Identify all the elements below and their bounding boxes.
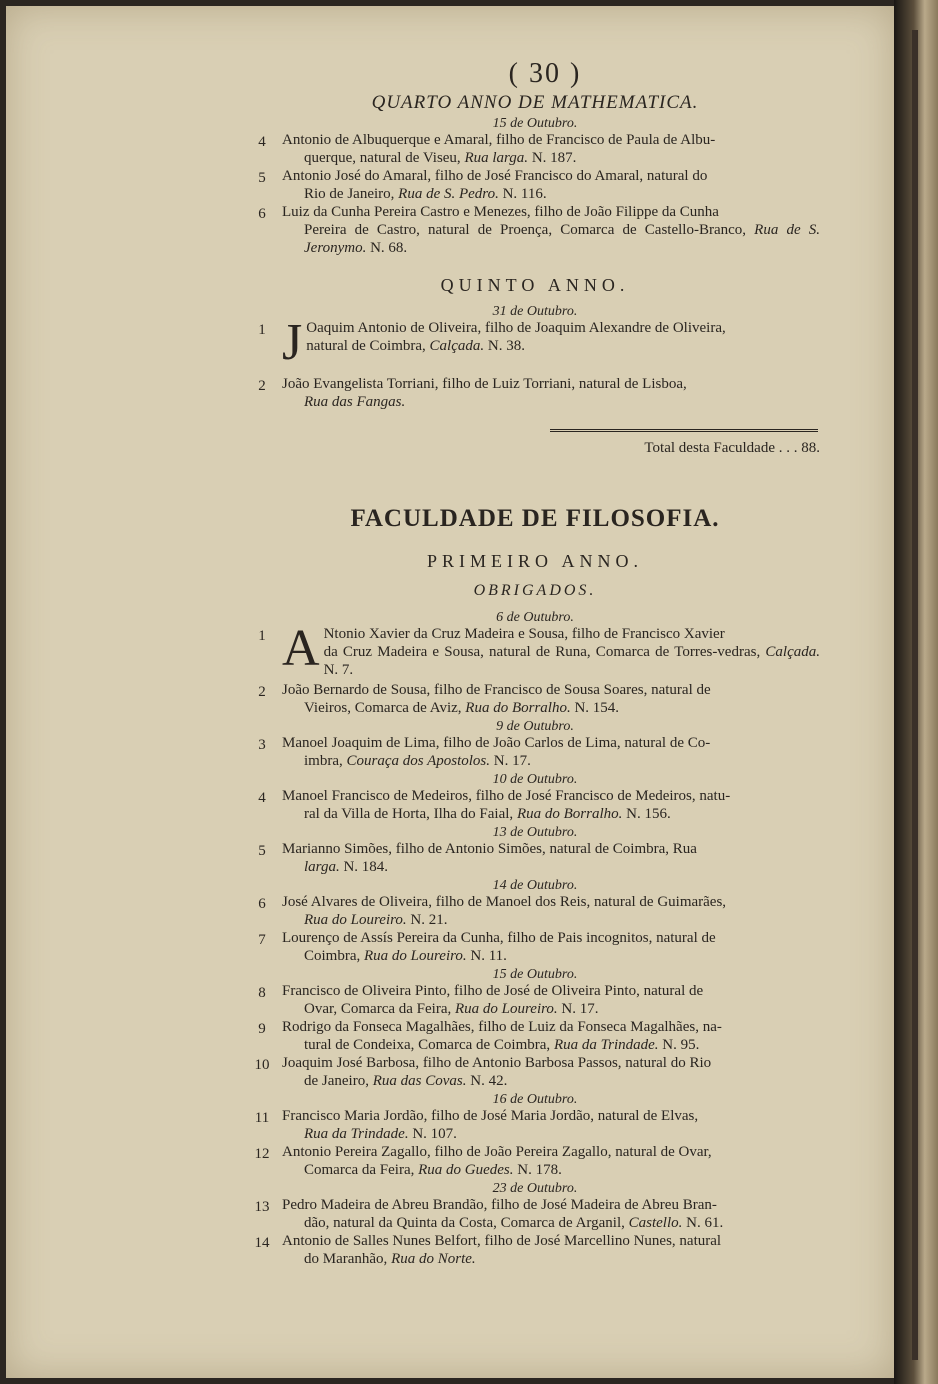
section-heading-quinto-anno: QUINTO ANNO. (440, 275, 630, 295)
entry-number: 1 (258, 628, 266, 644)
page-content (250, 58, 820, 1268)
entry-number: 5 (258, 843, 266, 859)
list-item (250, 1107, 820, 1143)
book-binding-shadow (912, 30, 918, 1360)
entry-street: Rua do Norte. (391, 1251, 476, 1267)
entry-continuation (282, 947, 820, 965)
entry-house-number: N. 156. (626, 806, 671, 822)
entry-first-line: Joaquim José Barbosa, filho de Antonio Barbosa Passos, natural do Rio (282, 1055, 712, 1071)
entry-number: 10 (254, 1057, 270, 1073)
list-item (250, 167, 820, 203)
entry-street: Rua do Borralho. (465, 700, 571, 716)
page-number: ( 30 ) (508, 58, 582, 89)
entry-continuation (282, 1125, 820, 1143)
entry-first-line: Antonio Pereira Zagallo, filho de João Pereira Zagallo, natural de Ovar, (282, 1144, 712, 1160)
entry-house-number: N. 178. (517, 1162, 562, 1178)
entry-number: 2 (258, 684, 266, 700)
list-item (250, 982, 820, 1018)
date-heading: 14 de Outubro. (492, 878, 578, 893)
entry-house-number: N. 17. (561, 1001, 599, 1017)
entry-number: 6 (258, 896, 266, 912)
entry-continuation (282, 805, 820, 823)
entry-rest-text: de Janeiro, (304, 1073, 369, 1089)
entry-street: larga. (304, 859, 340, 875)
entry-first-line: Francisco Maria Jordão, filho de José Maria Jordão, natural de Elvas, (282, 1108, 699, 1124)
list-item (250, 734, 820, 770)
entry-street: Rua da Trindade. (553, 1037, 659, 1053)
entry-number: 11 (254, 1110, 270, 1126)
entry-street: Rua do Loureiro. (455, 1001, 558, 1017)
drop-cap-initial: J (282, 314, 303, 371)
entry-number: 2 (258, 378, 266, 394)
list-item (250, 620, 820, 681)
date-heading: 31 de Outubro. (492, 304, 578, 319)
entry-street: Couraça dos Apostolos. (346, 753, 490, 769)
entry-house-number: N. 68. (370, 240, 408, 256)
quarto-anno-entries (250, 131, 820, 257)
entry-number: 13 (254, 1199, 270, 1215)
entry-street: Rua do Loureiro. (304, 912, 407, 928)
entry-first-line: João Evangelista Torriani, filho de Luiz Torriani, natural de Lisboa, (282, 376, 687, 392)
entry-house-number: N. 21. (410, 912, 448, 928)
date-heading: 23 de Outubro. (492, 1181, 578, 1196)
entry-first-line: Antonio de Salles Nunes Belfort, filho de José Marcellino Nunes, natural (282, 1233, 722, 1249)
list-item (250, 681, 820, 717)
entry-continuation (282, 337, 820, 355)
entry-street: Rua das Fangas. (304, 394, 406, 410)
list-item (250, 840, 820, 876)
entry-house-number: N. 154. (574, 700, 620, 716)
entry-continuation (282, 911, 820, 929)
entry-first-line: Francisco de Oliveira Pinto, filho de José de Oliveira Pinto, natural de (282, 983, 704, 999)
entry-street: Castello. (628, 1215, 683, 1231)
entry-rest-text: Ovar, Comarca da Feira, (304, 1001, 452, 1017)
faculty-total: Total desta Faculdade . . . 88. (644, 440, 820, 456)
entry-rest-text: do Maranhão, (304, 1251, 388, 1267)
entry-number: 9 (258, 1021, 266, 1037)
entry-number: 4 (258, 790, 266, 806)
entry-continuation (282, 149, 820, 167)
entry-continuation (282, 643, 820, 679)
entry-rest-text: Rio de Janeiro, (304, 186, 395, 202)
list-item (250, 375, 820, 411)
entry-street: Rua do Loureiro. (364, 948, 467, 964)
drop-cap-initial: A (282, 620, 320, 677)
list-item (250, 1143, 820, 1179)
obrigados-heading: OBRIGADOS. (473, 582, 597, 599)
entry-first-line: Antonio de Albuquerque e Amaral, filho de Francisco de Paula de Albu- (282, 132, 716, 148)
quinto-anno-entries (250, 314, 820, 411)
faculty-title: FACULDADE DE FILOSOFIA. (350, 505, 720, 532)
entry-continuation (282, 1072, 820, 1090)
entry-first-line: Pedro Madeira de Abreu Brandão, filho de José Madeira de Abreu Bran- (282, 1197, 717, 1213)
entry-street: Rua de S. Pedro. (398, 186, 499, 202)
list-item (250, 929, 820, 965)
list-item (250, 1018, 820, 1054)
entry-continuation (282, 393, 820, 411)
entry-first-line: Ntonio Xavier da Cruz Madeira e Sousa, filho de Francisco Xavier (323, 626, 725, 642)
entry-street: Rua do Borralho. (516, 806, 623, 822)
entry-number: 14 (254, 1235, 270, 1251)
entry-number: 12 (254, 1146, 270, 1162)
entry-house-number: N. 107. (412, 1126, 457, 1142)
entry-continuation (282, 1036, 820, 1054)
entry-street: Rua da Trindade. (304, 1126, 409, 1142)
entry-rest-text: tural de Condeixa, Comarca de Coimbra, (304, 1037, 551, 1053)
entry-street: Rua do Guedes. (418, 1162, 514, 1178)
entry-rest-text: natural de Coimbra, (306, 338, 426, 354)
entry-house-number: N. 42. (470, 1073, 508, 1089)
list-item (250, 787, 820, 823)
entry-number: 4 (258, 134, 266, 150)
entry-rest-text: querque, natural de Viseu, (304, 150, 461, 166)
entry-continuation (282, 1161, 820, 1179)
entry-number: 7 (258, 932, 266, 948)
entry-first-line: Rodrigo da Fonseca Magalhães, filho de Luiz da Fonseca Magalhães, na- (282, 1019, 722, 1035)
date-heading: 15 de Outubro. (492, 967, 578, 982)
entry-house-number: N. 184. (343, 859, 389, 875)
list-item (250, 314, 820, 375)
entry-number: 3 (258, 737, 266, 753)
entry-house-number: N. 116. (502, 186, 547, 202)
entry-first-line: José Alvares de Oliveira, filho de Manoel dos Reis, natural de Guimarães, (282, 894, 727, 910)
entry-rest-text: Vieiros, Comarca de Aviz, (304, 700, 462, 716)
date-heading: 9 de Outubro. (496, 719, 574, 734)
entry-rest-text: ral da Villa de Horta, Ilha do Faial, (304, 806, 514, 822)
entry-house-number: N. 38. (487, 338, 525, 354)
entry-street: Rua das Covas. (372, 1073, 467, 1089)
entry-continuation (282, 752, 820, 770)
section-heading-quarto-anno: QUARTO ANNO DE MATHEMATICA. (371, 92, 699, 113)
entry-rest-text: Pereira de Castro, natural de Proença, Comarca de Castello-Branco, (304, 222, 747, 238)
entry-continuation (282, 1250, 820, 1268)
list-item (250, 1196, 820, 1232)
entry-house-number: N. 61. (686, 1215, 724, 1231)
filosofia-entries (250, 610, 820, 1268)
date-heading: 10 de Outubro. (492, 772, 578, 787)
entry-first-line: Antonio José do Amaral, filho de José Francisco do Amaral, natural do (282, 168, 708, 184)
entry-number: 8 (258, 985, 266, 1001)
entry-rest-text: Comarca da Feira, (304, 1162, 415, 1178)
entry-number: 1 (258, 322, 266, 338)
entry-house-number: N. 11. (470, 948, 507, 964)
entry-number: 6 (258, 206, 266, 222)
entry-first-line: João Bernardo de Sousa, filho de Francisco de Sousa Soares, natural de (282, 682, 711, 698)
entry-first-line: Manoel Joaquim de Lima, filho de João Carlos de Lima, natural de Co- (282, 735, 711, 751)
list-item (250, 203, 820, 257)
section-heading-primeiro-anno: PRIMEIRO ANNO. (426, 551, 643, 571)
entry-house-number: N. 187. (531, 150, 577, 166)
list-item (250, 131, 820, 167)
total-rule (550, 429, 818, 432)
entry-street: Rua de S. Jeronymo. (304, 222, 820, 256)
entry-continuation (282, 858, 820, 876)
entry-street: Rua larga. (464, 150, 529, 166)
list-item (250, 1232, 820, 1268)
entry-street: Calçada. (765, 644, 820, 660)
list-item (250, 1054, 820, 1090)
entry-rest-text: dão, natural da Quinta da Costa, Comarca de Arganil, (304, 1215, 625, 1231)
entry-first-line: Oaquim Antonio de Oliveira, filho de Joaquim Alexandre de Oliveira, (306, 320, 726, 336)
entry-first-line: Manoel Francisco de Medeiros, filho de José Francisco de Medeiros, natu- (282, 788, 731, 804)
date-heading: 16 de Outubro. (492, 1092, 578, 1107)
entry-house-number: N. 7. (323, 662, 354, 678)
date-heading: 6 de Outubro. (496, 610, 574, 625)
entry-rest-text: imbra, (304, 753, 343, 769)
entry-rest-text: da Cruz Madeira e Sousa, natural de Runa, Comarca de Torres-vedras, (323, 644, 761, 660)
entry-continuation (282, 699, 820, 717)
entry-continuation (282, 1214, 820, 1232)
entry-street: Calçada. (429, 338, 485, 354)
entry-rest-text: Coimbra, (304, 948, 361, 964)
entry-continuation (282, 185, 820, 203)
date-heading: 15 de Outubro. (492, 116, 578, 131)
date-heading: 13 de Outubro. (492, 825, 578, 840)
entry-first-line: Marianno Simões, filho de Antonio Simões, natural de Coimbra, Rua (282, 841, 697, 857)
entry-first-line: Luiz da Cunha Pereira Castro e Menezes, filho de João Filippe da Cunha (282, 204, 719, 220)
entry-continuation (282, 221, 820, 257)
entry-number: 5 (258, 170, 266, 186)
list-item (250, 893, 820, 929)
entry-continuation (282, 1000, 820, 1018)
entry-house-number: N. 95. (662, 1037, 700, 1053)
entry-house-number: N. 17. (493, 753, 531, 769)
entry-first-line: Lourenço de Assís Pereira da Cunha, filho de Pais incognitos, natural de (282, 930, 716, 946)
